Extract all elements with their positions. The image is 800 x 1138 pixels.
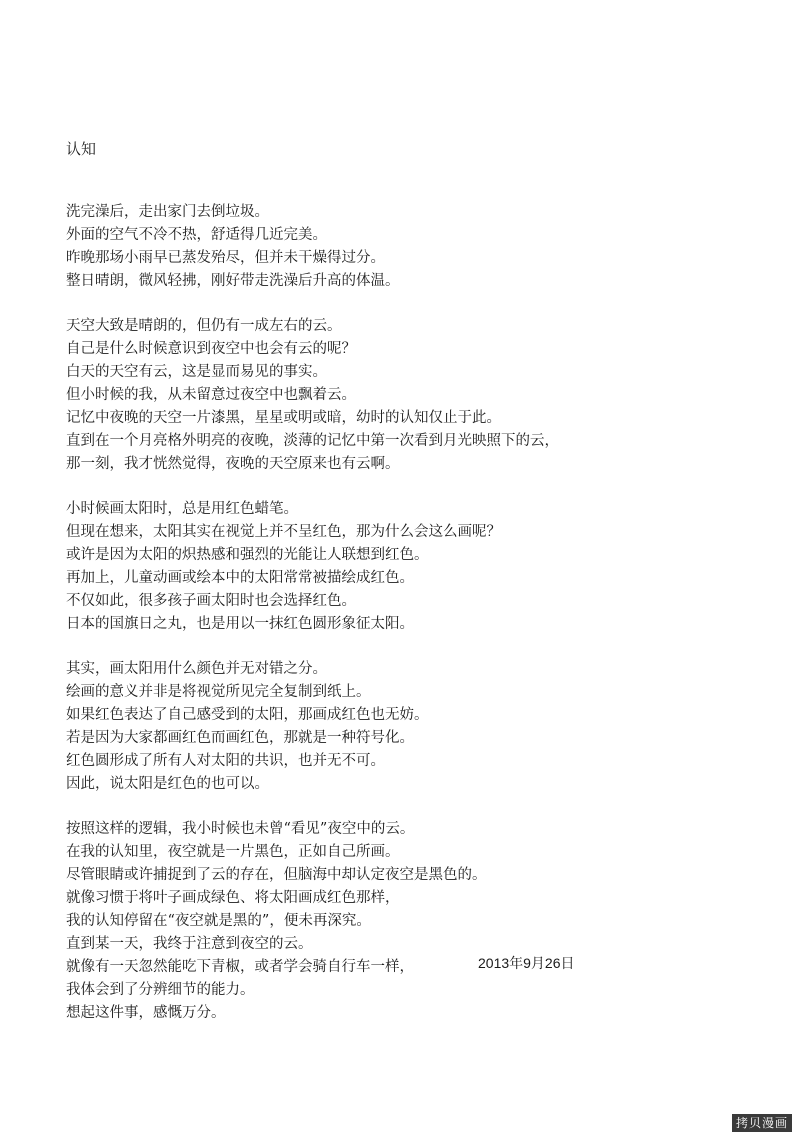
text-line: 洗完澡后，走出家门去倒垃圾。 [66,204,269,220]
text-line: 但小时候的我，从未留意过夜空中也飘着云。 [66,387,356,403]
text-line: 若是因为大家都画红色而画红色，那就是一种符号化。 [66,730,414,746]
document-title: 认知 [66,140,97,158]
text-line: 直到某一天，我终于注意到夜空的云。 [66,936,313,952]
paragraph [66,315,766,476]
paragraph [66,201,766,293]
text-line: 因此，说太阳是红色的也可以。 [66,776,269,792]
text-line: 整日晴朗，微风轻拂，刚好带走洗澡后升高的体温。 [66,273,400,289]
text-line: 再加上，儿童动画或绘本中的太阳常常被描绘成红色。 [66,570,414,586]
text-line: 想起这件事，感慨万分。 [66,1005,226,1021]
text-line: 日本的国旗日之丸，也是用以一抹红色圆形象征太阳。 [66,616,414,632]
text-line: 其实，画太阳用什么颜色并无对错之分。 [66,661,327,677]
text-line: 红色圆形成了所有人对太阳的共识，也并无不可。 [66,753,385,769]
text-line: 绘画的意义并非是将视觉所见完全复制到纸上。 [66,684,371,700]
paragraph [66,658,766,796]
text-line: 天空大致是晴朗的，但仍有一成左右的云。 [66,318,342,334]
text-line: 我体会到了分辨细节的能力。 [66,982,255,998]
text-line: 自己是什么时候意识到夜空中也会有云的呢？ [66,341,356,357]
paragraph [66,818,766,1025]
text-line: 按照这样的逻辑，我小时候也未曾“看见”夜空中的云。 [66,821,415,837]
text-line: 我的认知停留在“夜空就是黑的”，便未再深究。 [66,913,371,929]
document-body [66,201,766,1047]
text-line: 在我的认知里，夜空就是一片黑色，正如自己所画。 [66,844,400,860]
text-line: 如果红色表达了自己感受到的太阳，那画成红色也无妨。 [66,707,429,723]
text-line: 外面的空气不冷不热，舒适得几近完美。 [66,227,327,243]
paragraph [66,498,766,636]
document-date: 2013年9月26日 [478,955,575,971]
text-line: 但现在想来，太阳其实在视觉上并不呈红色，那为什么会这么画呢？ [66,524,501,540]
text-line: 记忆中夜晚的天空一片漆黑，星星或明或暗，幼时的认知仅止于此。 [66,410,501,426]
text-line: 小时候画太阳时，总是用红色蜡笔。 [66,501,298,517]
text-line: 昨晚那场小雨早已蒸发殆尽，但并未干燥得过分。 [66,250,385,266]
text-line: 就像有一天忽然能吃下青椒，或者学会骑自行车一样， [66,959,414,975]
text-line: 那一刻，我才恍然觉得，夜晚的天空原来也有云啊。 [66,456,400,472]
text-line: 不仅如此，很多孩子画太阳时也会选择红色。 [66,593,356,609]
text-line: 直到在一个月亮格外明亮的夜晚，淡薄的记忆中第一次看到月光映照下的云， [66,433,559,449]
text-line: 就像习惯于将叶子画成绿色、将太阳画成红色那样， [66,890,400,906]
text-line: 白天的天空有云，这是显而易见的事实。 [66,364,327,380]
text-line: 尽管眼睛或许捕捉到了云的存在，但脑海中却认定夜空是黑色的。 [66,867,487,883]
text-line: 或许是因为太阳的炽热感和强烈的光能让人联想到红色。 [66,547,429,563]
watermark: 拷贝漫画 [732,1114,792,1132]
